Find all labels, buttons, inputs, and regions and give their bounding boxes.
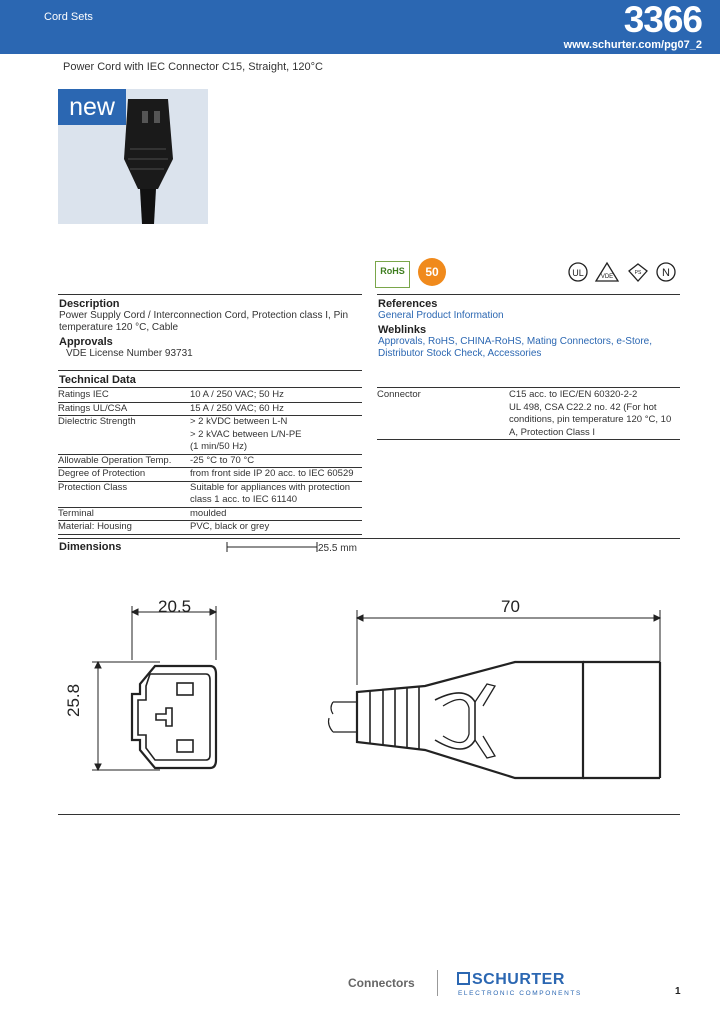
svg-text:VDE: VDE	[600, 274, 614, 280]
ul-recognized-icon	[567, 261, 589, 283]
schurter-logo-mark	[457, 972, 470, 985]
approvals-heading: Approvals	[59, 336, 113, 348]
tech-data-row	[58, 402, 362, 416]
dim-length-label: 70	[501, 597, 520, 616]
tech-data-row	[58, 389, 362, 402]
pse-mark-icon	[627, 261, 649, 283]
bottom-rule	[58, 814, 680, 815]
dimensions-heading: Dimensions	[59, 541, 122, 553]
schurter-logo-text: SCHURTER	[472, 971, 565, 988]
description-rule	[58, 294, 362, 295]
tech-data-value: 15 A / 250 VAC; 60 Hz	[190, 402, 284, 414]
new-badge: new	[58, 89, 126, 125]
tech-data-value: C15 acc. to IEC/EN 60320-2-2 UL 498, CSA C22.2 no. 42 (For hot conditions, pin temperature 120 °C, 10 A, Protection Class I	[509, 389, 672, 438]
front-view-drawing	[60, 590, 240, 790]
schurter-logo-subtext: ELECTRONIC COMPONENTS	[458, 990, 582, 997]
side-view-drawing	[325, 590, 670, 790]
technical-data-table-right	[377, 389, 680, 440]
references-rule	[377, 294, 680, 295]
weblinks-links[interactable]: Approvals, RoHS, CHINA-RoHS, Mating Connectors, e-Store, Distributor Stock Check, Accessories	[378, 336, 652, 359]
approvals-text: VDE License Number 93731	[66, 348, 193, 359]
product-url-link[interactable]: www.schurter.com/pg07_2	[563, 39, 702, 51]
tech-data-value: -25 °C to 70 °C	[190, 454, 255, 466]
svg-text:PS: PS	[634, 270, 642, 276]
tech-data-value: PVC, black or grey	[190, 521, 270, 532]
category-title: Cord Sets	[44, 11, 93, 23]
technical-data-table-left	[58, 389, 362, 535]
tech-data-key: Allowable Operation Temp.	[58, 454, 172, 466]
tech-data-key: Ratings UL/CSA	[58, 402, 128, 414]
n-mark-icon	[655, 261, 677, 283]
tech-data-row	[58, 507, 362, 521]
tech-data-value: moulded	[190, 507, 227, 519]
tech-data-row	[58, 454, 362, 468]
page-number: 1	[675, 986, 681, 997]
tech-data-row	[58, 521, 362, 535]
vde-mark-icon	[594, 261, 620, 283]
weblinks-heading: Weblinks	[378, 324, 427, 336]
schurter-logo	[457, 971, 565, 989]
tech-data-key: Connector	[377, 389, 421, 400]
dim-height-label: 25.8	[64, 683, 83, 717]
tech-data-key: Ratings IEC	[58, 389, 109, 400]
tech-data-key: Terminal	[58, 507, 94, 519]
tech-data-row	[58, 416, 362, 455]
rohs-label: RoHS	[380, 266, 405, 276]
technical-data-right-rule	[377, 387, 680, 388]
scale-bar-label: 25.5 mm	[318, 543, 357, 554]
tech-data-key: Dielectric Strength	[58, 416, 136, 427]
svg-text:UL: UL	[572, 268, 584, 278]
tech-data-row	[58, 481, 362, 507]
tech-data-row	[58, 468, 362, 482]
tech-data-row	[377, 389, 680, 440]
dimensions-rule	[58, 538, 680, 539]
description-heading: Description	[59, 298, 120, 310]
references-link[interactable]: General Product Information	[378, 310, 504, 321]
product-number: 3366	[623, 0, 702, 40]
technical-data-left-rule	[58, 387, 362, 388]
dim-width-label: 20.5	[158, 597, 192, 616]
description-text: Power Supply Cord / Interconnection Cord, Protection class I, Pin temperature 120 °C, Cable	[59, 310, 349, 333]
footer-section-label: Connectors	[348, 976, 415, 990]
technical-data-rule	[58, 370, 362, 371]
footer-divider	[437, 970, 438, 996]
rohs-mark	[375, 261, 410, 288]
tech-data-value: > 2 kVDC between L-N > 2 kVAC between L/N-PE (1 min/50 Hz)	[190, 416, 302, 452]
tech-data-key: Material: Housing	[58, 521, 132, 532]
tech-data-value: from front side IP 20 acc. to IEC 60529	[190, 468, 354, 479]
references-heading: References	[378, 298, 438, 310]
technical-data-heading: Technical Data	[59, 374, 136, 386]
tech-data-value: Suitable for appliances with protection class 1 acc. to IEC 61140	[190, 481, 351, 505]
tech-data-key: Protection Class	[58, 481, 128, 493]
tech-data-value: 10 A / 250 VAC; 50 Hz	[190, 389, 284, 400]
header-band	[0, 0, 720, 37]
tech-data-key: Degree of Protection	[58, 468, 146, 479]
svg-text:N: N	[662, 267, 670, 279]
product-subtitle: Power Cord with IEC Connector C15, Straight, 120°C	[63, 61, 323, 73]
china-rohs-mark: 50	[418, 258, 446, 286]
